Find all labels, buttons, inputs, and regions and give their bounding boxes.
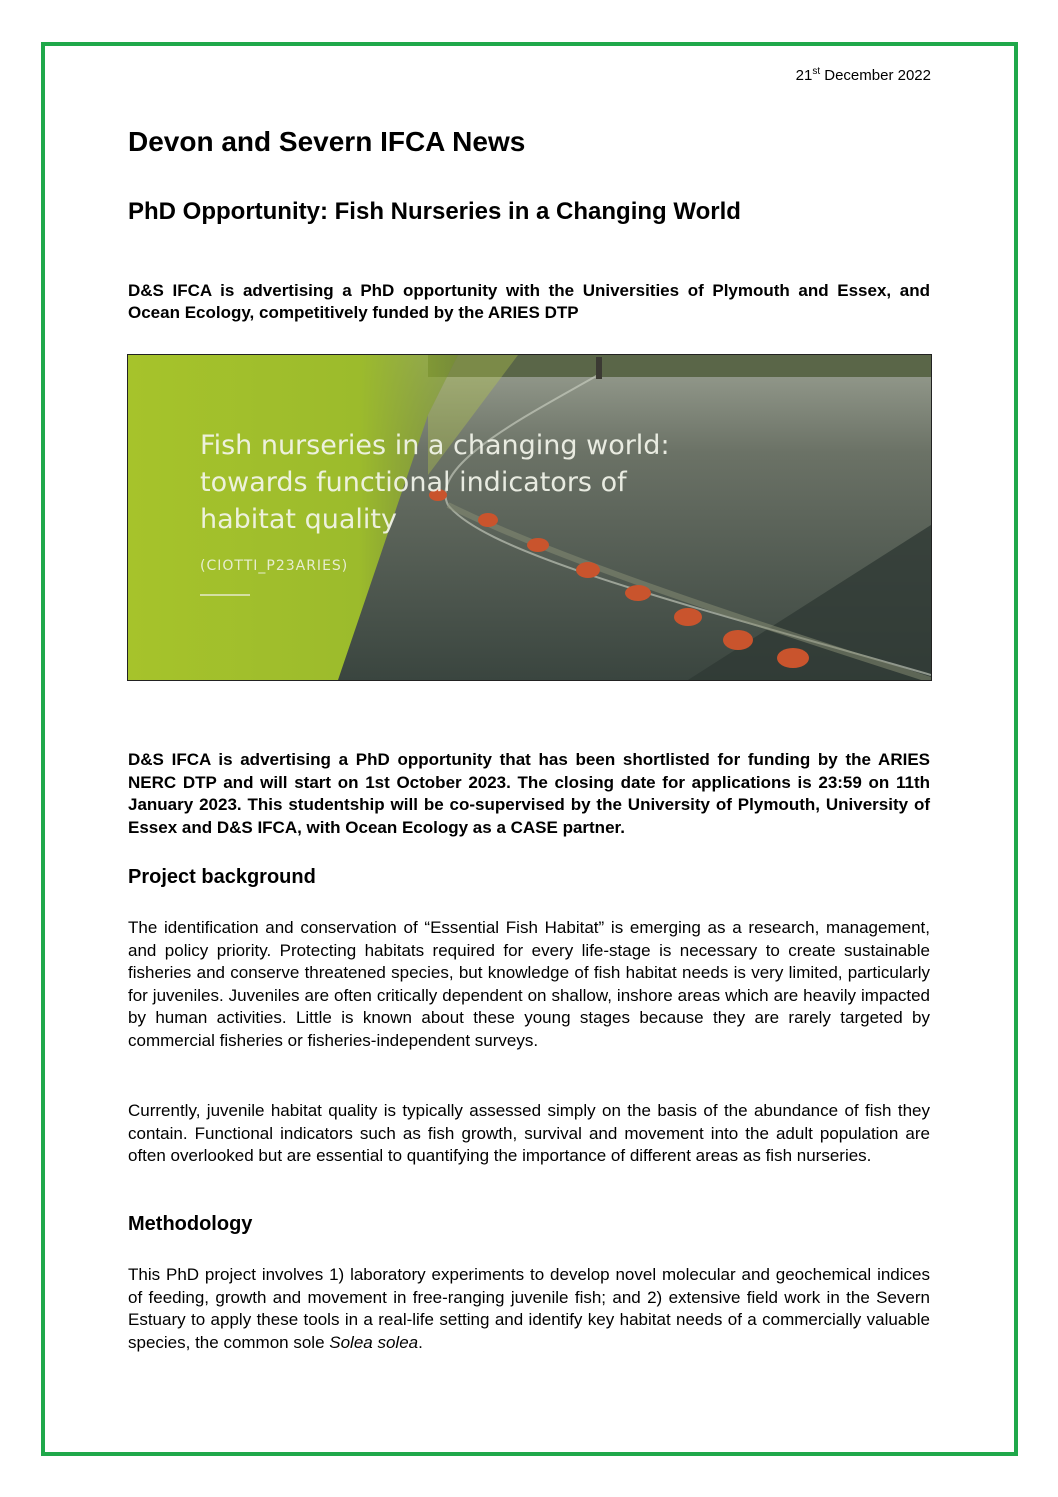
banner-rule [200,594,250,596]
section-heading-methodology: Methodology [128,1213,253,1235]
section-heading-background: Project background [128,866,316,888]
banner-project-code: (CIOTTI_P23ARIES) [200,558,349,574]
article-title: PhD Opportunity: Fish Nurseries in a Changing World [128,198,741,225]
intro-paragraph: D&S IFCA is advertising a PhD opportunity that has been shortlisted for funding by the ARIES NERC DTP and will start on 1st October 2023. The closing date for applications is 23:59 on 11th January 2023. This studentship will be co-supervised by the University of Plymouth, University of Essex and D&S IFCA, with Ocean Ecology as a CASE partner. [128,750,930,837]
background-paragraph-1: The identification and conservation of “Essential Fish Habitat” is emerging as a research, management, and policy priority. Protecting habitats required for every life-stage is necessary to create sustainable fisheries and conserve threatened species, but knowledge of fish habitat needs is very limited, particularly for juveniles. Juveniles are often critically dependent on shallow, inshore areas which are heavily impacted by human activities. Little is known about these young stages because they are rarely targeted by commercial fisheries or fisheries-independent surveys. [128,918,930,1050]
publication-date: 21st December 2022 [795,66,931,84]
methodology-paragraph: This PhD project involves 1) laboratory experiments to develop novel molecular and geochemical indices of feeding, growth and movement in free-ranging juvenile fish; and 2) extensive field work in the Severn Estuary to apply these tools in a real-life setting and identify key habitat needs of a commercially valuable species, the common sole Solea solea. [128,1265,930,1352]
species-name: Solea solea [329,1332,419,1352]
background-paragraph-2: Currently, juvenile habitat quality is typically assessed simply on the basis of the abundance of fish they contain. Functional indicators such as fish growth, survival and movement into the adult population are often overlooked but are essential to quantifying the importance of different areas as fish nurseries. [128,1101,930,1165]
lede-paragraph: D&S IFCA is advertising a PhD opportunity with the Universities of Plymouth and Essex, and Ocean Ecology, competitively funded by the ARIES DTP [128,281,930,322]
banner-image [127,354,932,681]
banner-title: Fish nurseries in a changing world: towards functional indicators of habitat quality [200,430,670,535]
page-title: Devon and Severn IFCA News [128,126,526,157]
